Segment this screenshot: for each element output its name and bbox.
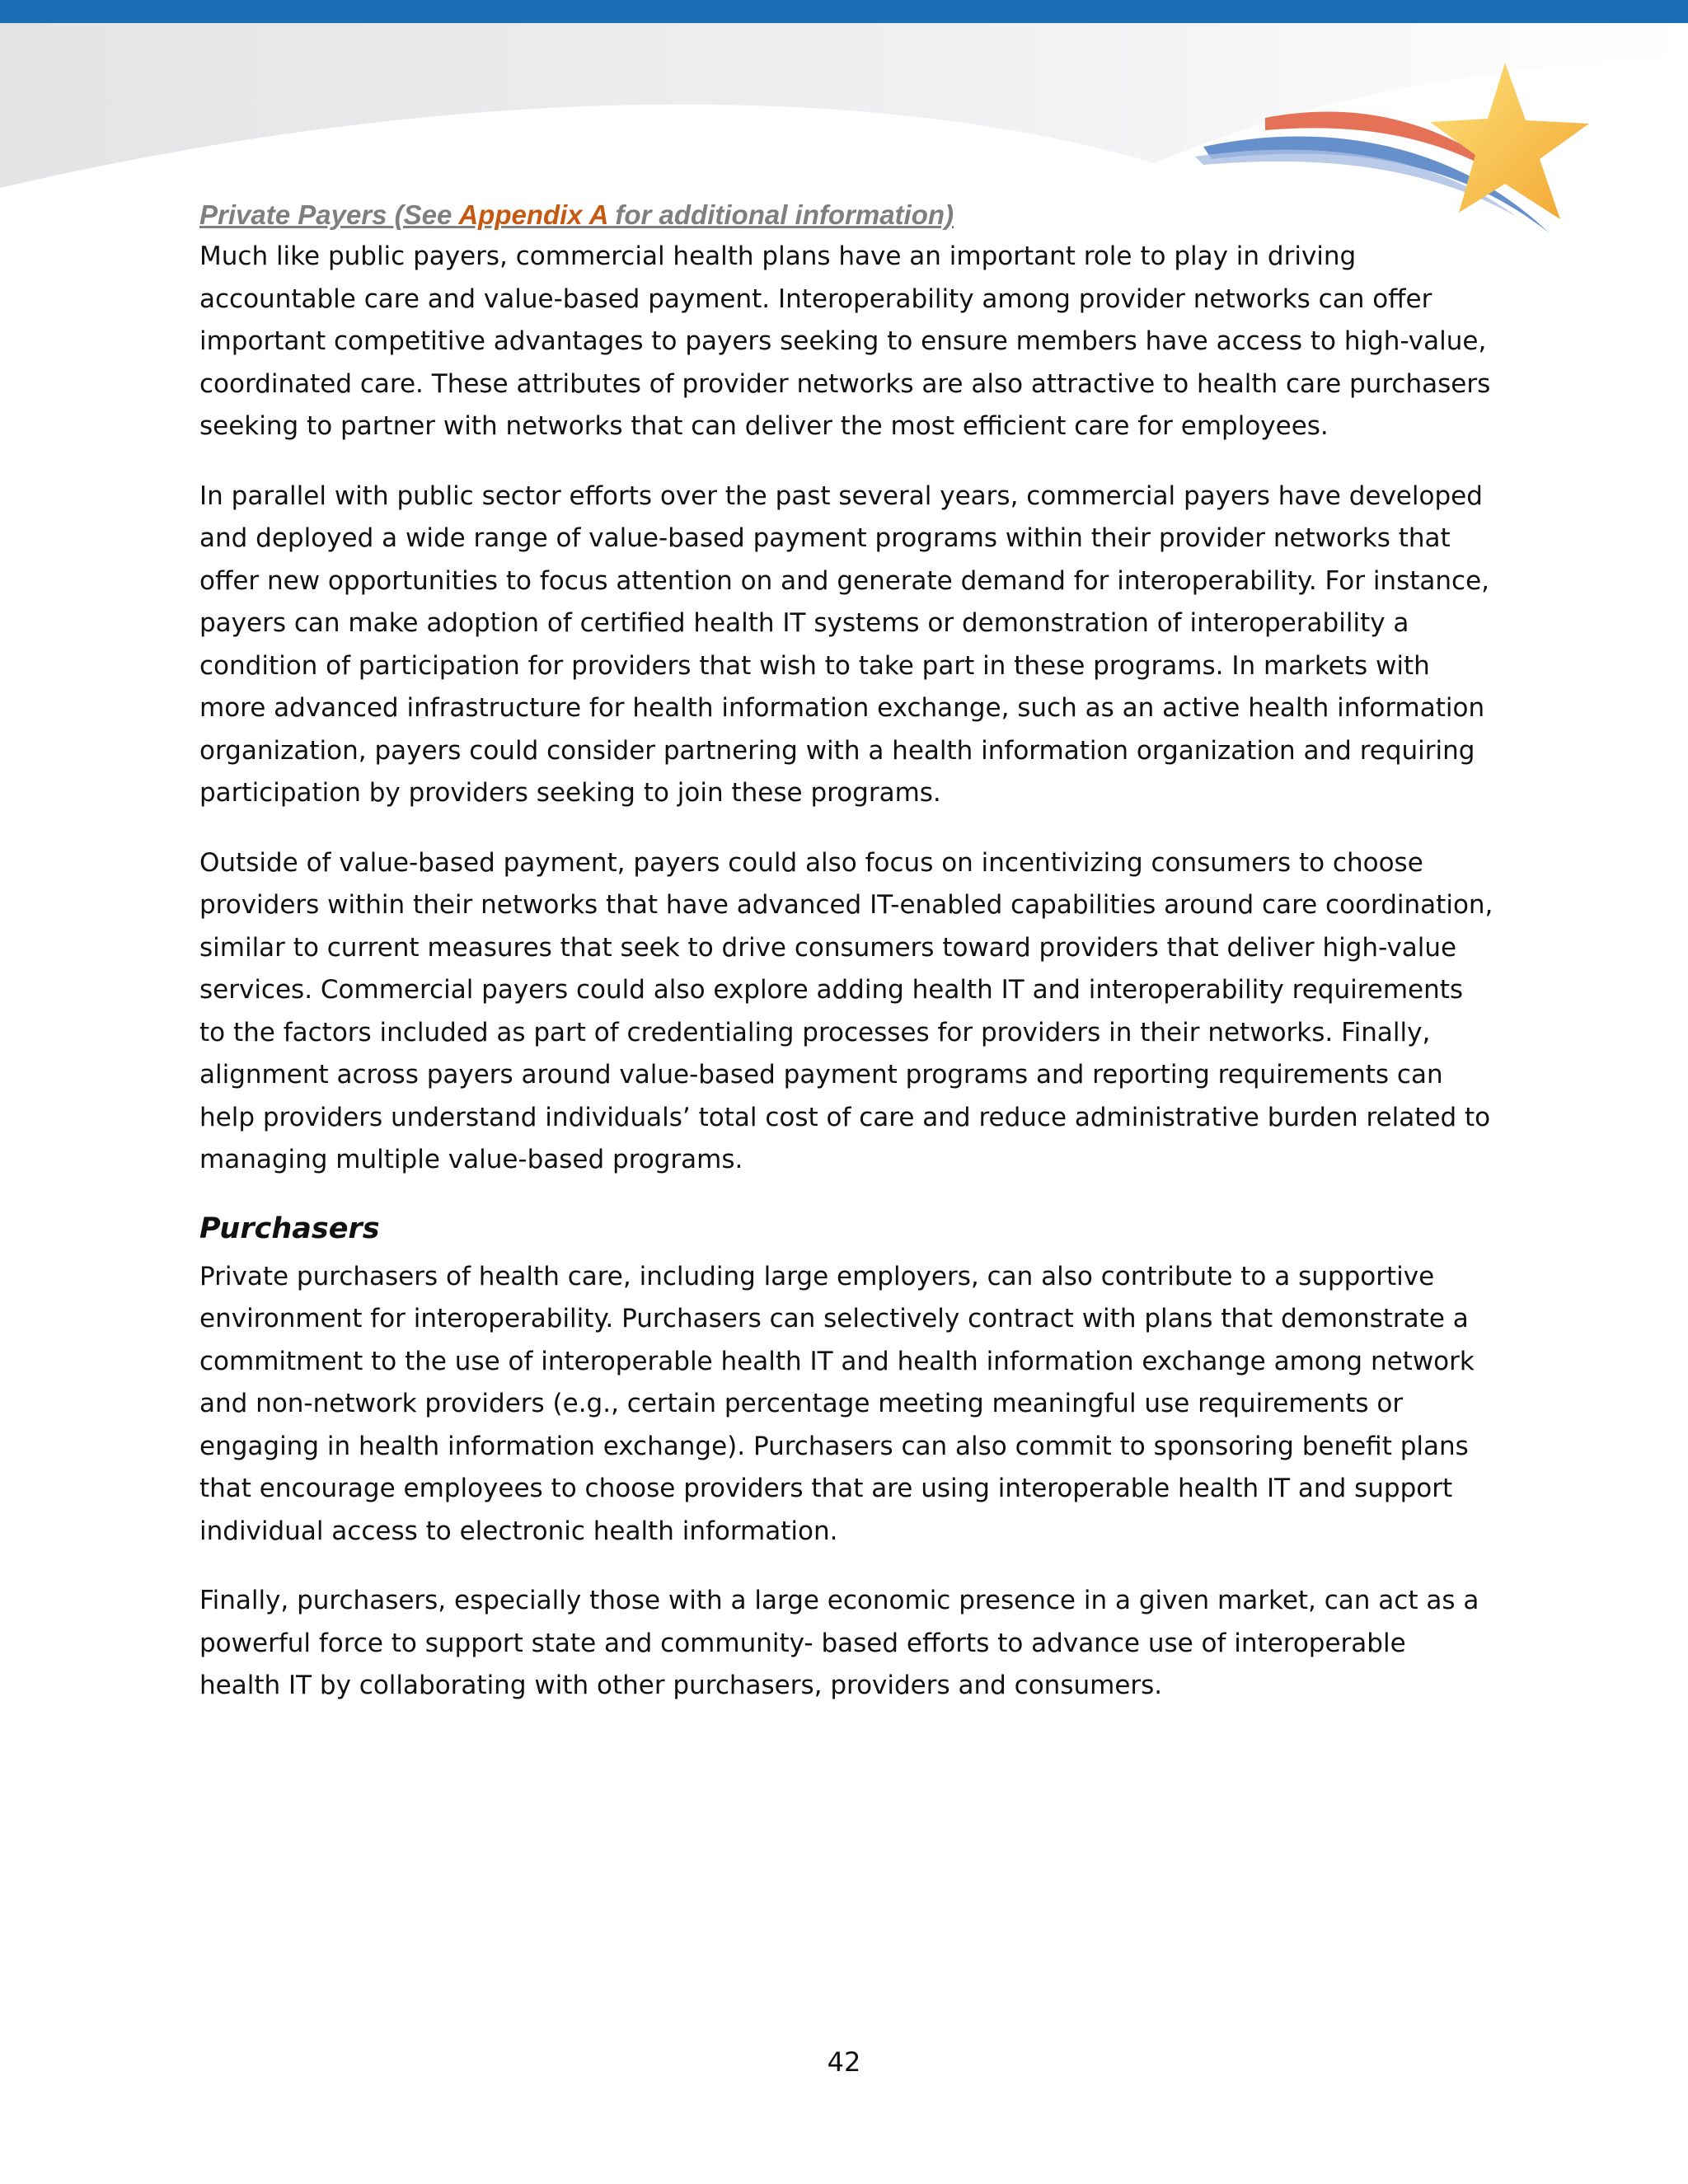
page-number: 42 [827, 2046, 861, 2078]
appendix-a-link[interactable]: Appendix A [458, 199, 608, 230]
heading-prefix: Private Payers (See [199, 199, 459, 230]
private-paragraph-2: In parallel with public sector efforts over the past several years, commercial payers have developed and deployed a wide range of value-based payment programs within their provider networks that offer new opportunities to focus attention on and generate demand for interoperability. For instance, payers can make adoption of certified health IT systems or demonstration of interoperability a condition of participation for providers that wish to take part in these programs. In markets with more advanced infrastructure for health information exchange, such as an active health information organization, payers could consider partnering with a health information organization and requiring participation by providers seeking to join these programs. [199, 480, 1490, 808]
heading-suffix: for additional information) [607, 199, 954, 230]
private-payers-heading [199, 196, 1493, 234]
private-paragraph-1: Much like public payers, commercial health plans have an important role to play in driving accountable care and value-based payment. Interoperability among provider networks can offer important competitive advantages to payers seeking to ensure members have access to high-value, coordinated care. These attributes of provider networks are also attractive to health care purchasers seeking to partner with networks that can deliver the most efficient care for employees. [199, 241, 1491, 441]
private-paragraph-3: Outside of value-based payment, payers could also focus on incentivizing consumers to choose providers within their networks that have advanced IT-enabled capabilities around care coordination, similar to current measures that seek to drive consumers toward providers that deliver high-value services. Commercial payers could also explore adding health IT and interoperability requirements to the factors included as part of credentialing processes for providers in their networks. Finally, alignment across payers around value-based payment programs and reporting requirements can help providers understand individuals’ total cost of care and reduce administrative burden related to managing multiple value-based programs. [199, 847, 1493, 1174]
purchasers-paragraph-1: Private purchasers of health care, including large employers, can also contribute to a supportive environment for interoperability. Purchasers can selectively contract with plans that demonstrate a commitment to the use of interoperable health IT and health information exchange among network and non-network providers (e.g., certain percentage meeting meaningful use requirements or engaging in health information exchange). Purchasers can also commit to sponsoring benefit plans that encourage employees to choose providers that are using interoperable health IT and support individual access to electronic health information. [199, 1261, 1475, 1546]
header-bar [0, 0, 1688, 23]
purchasers-paragraph-2: Finally, purchasers, especially those with a large economic presence in a given market, can act as a powerful force to support state and community- based efforts to advance use of interoperable health IT by collaborating with other purchasers, providers and consumers. [199, 1586, 1479, 1700]
page-content [199, 196, 1493, 1735]
purchasers-heading: Purchasers [199, 1212, 380, 1245]
